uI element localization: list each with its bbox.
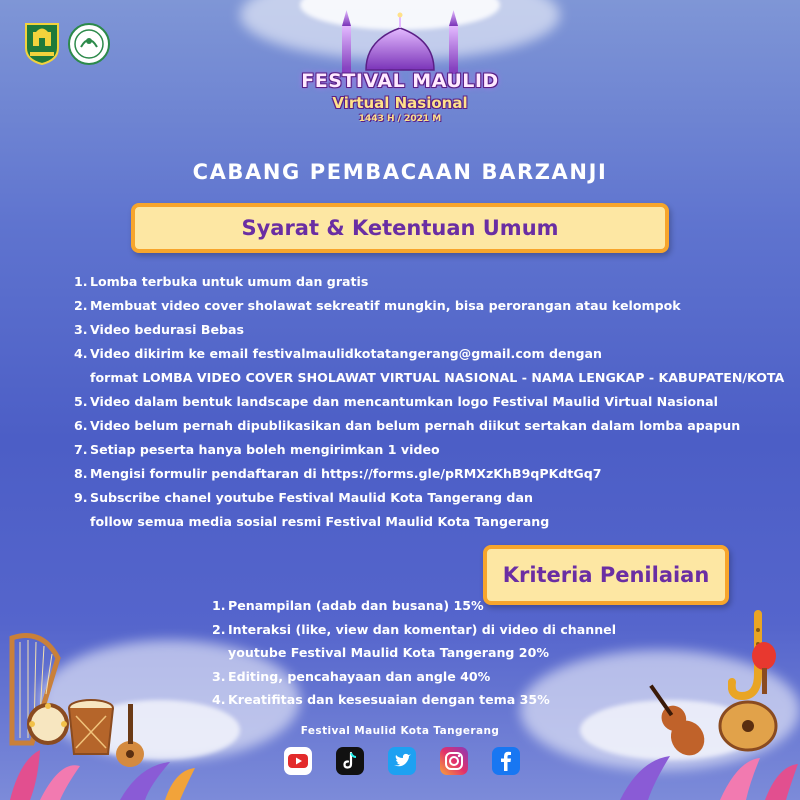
- festival-subtitle: Virtual Nasional: [332, 94, 468, 112]
- item-number: 3.: [212, 668, 226, 684]
- instagram-icon[interactable]: [440, 747, 468, 775]
- list-item: [212, 688, 632, 712]
- item-number: 9.: [74, 490, 88, 505]
- item-text: Editing, pencahayaan dan angle 40%: [228, 668, 491, 684]
- item-number: 2.: [212, 621, 226, 637]
- syarat-banner: [131, 203, 669, 253]
- list-item: [212, 665, 632, 689]
- item-number: 1.: [212, 598, 226, 613]
- festival-logo: [300, 6, 500, 136]
- list-item: [74, 486, 774, 510]
- syarat-banner-title: Syarat & Ketentuan Umum: [241, 216, 559, 240]
- item-text: Penampilan (adab dan busana) 15%: [228, 598, 484, 613]
- list-item: [74, 414, 774, 438]
- list-item: [212, 594, 632, 618]
- list-item: [74, 318, 774, 342]
- list-item: [74, 438, 774, 462]
- item-text: Setiap peserta hanya boleh mengirimkan 1 video: [90, 442, 440, 457]
- item-number: 4.: [74, 346, 88, 361]
- facebook-icon[interactable]: [492, 747, 520, 775]
- festival-title: FESTIVAL MAULID: [301, 70, 499, 92]
- mosque-silhouette-icon: [300, 6, 500, 76]
- item-text: Video dikirim ke email festivalmaulidkotatangerang@gmail.com dengan: [90, 346, 602, 361]
- syarat-list: [74, 270, 785, 534]
- item-text: Video belum pernah dipublikasikan dan belum pernah diikut sertakan dalam lomba apapun: [90, 418, 741, 433]
- item-number: 8.: [74, 466, 88, 481]
- item-number: 4.: [212, 692, 226, 707]
- youtube-icon[interactable]: [284, 747, 312, 775]
- city-government-logo: [24, 22, 60, 66]
- list-item: [74, 270, 774, 294]
- item-text: Mengisi formulir pendaftaran di https://forms.gle/pRMXzKhB9qPKdtGq7: [90, 466, 602, 481]
- list-item: [74, 390, 774, 414]
- item-text: Video dalam bentuk landscape dan mencantumkan logo Festival Maulid Virtual Nasional: [90, 394, 718, 409]
- item-text: Membuat video cover sholawat sekreatif mungkin, bisa perorangan atau kelompok: [90, 298, 681, 313]
- leaf-decoration-icon: [600, 730, 800, 800]
- festival-year: 1443 H / 2021 M: [358, 114, 442, 124]
- list-item-continuation: format LOMBA VIDEO COVER SHOLAWAT VIRTUAL NASIONAL - NAMA LENGKAP - KABUPATEN/KOTA: [90, 370, 785, 385]
- list-item-continuation: follow semua media sosial resmi Festival Maulid Kota Tangerang: [90, 514, 550, 529]
- item-number: 6.: [74, 418, 88, 433]
- item-text: Lomba terbuka untuk umum dan gratis: [90, 274, 369, 289]
- item-text: Kreatifitas dan kesesuaian dengan tema 35%: [228, 692, 550, 707]
- list-item: [212, 618, 632, 642]
- tiktok-icon[interactable]: [336, 747, 364, 775]
- list-item-continuation: youtube Festival Maulid Kota Tangerang 20%: [228, 645, 549, 660]
- twitter-icon[interactable]: [388, 747, 416, 775]
- item-number: 1.: [74, 274, 88, 289]
- item-text: Subscribe chanel youtube Festival Maulid Kota Tangerang dan: [90, 490, 533, 505]
- item-number: 3.: [74, 322, 88, 337]
- mui-logo: [68, 23, 110, 65]
- item-number: 2.: [74, 298, 88, 313]
- leaf-decoration-icon: [0, 730, 200, 800]
- social-links: [284, 747, 520, 777]
- list-item: [74, 342, 774, 366]
- item-text: Video bedurasi Bebas: [90, 322, 245, 337]
- list-item: [74, 294, 774, 318]
- footer-text: Festival Maulid Kota Tangerang: [300, 725, 500, 737]
- item-text: Interaksi (like, view dan komentar) di video di channel: [228, 621, 617, 637]
- item-number: 5.: [74, 394, 88, 409]
- list-item: [74, 462, 774, 486]
- item-number: 7.: [74, 442, 88, 457]
- kriteria-banner-title: Kriteria Penilaian: [502, 563, 710, 587]
- kriteria-list: [212, 594, 632, 712]
- page-title: CABANG PEMBACAAN BARZANJI: [192, 160, 608, 184]
